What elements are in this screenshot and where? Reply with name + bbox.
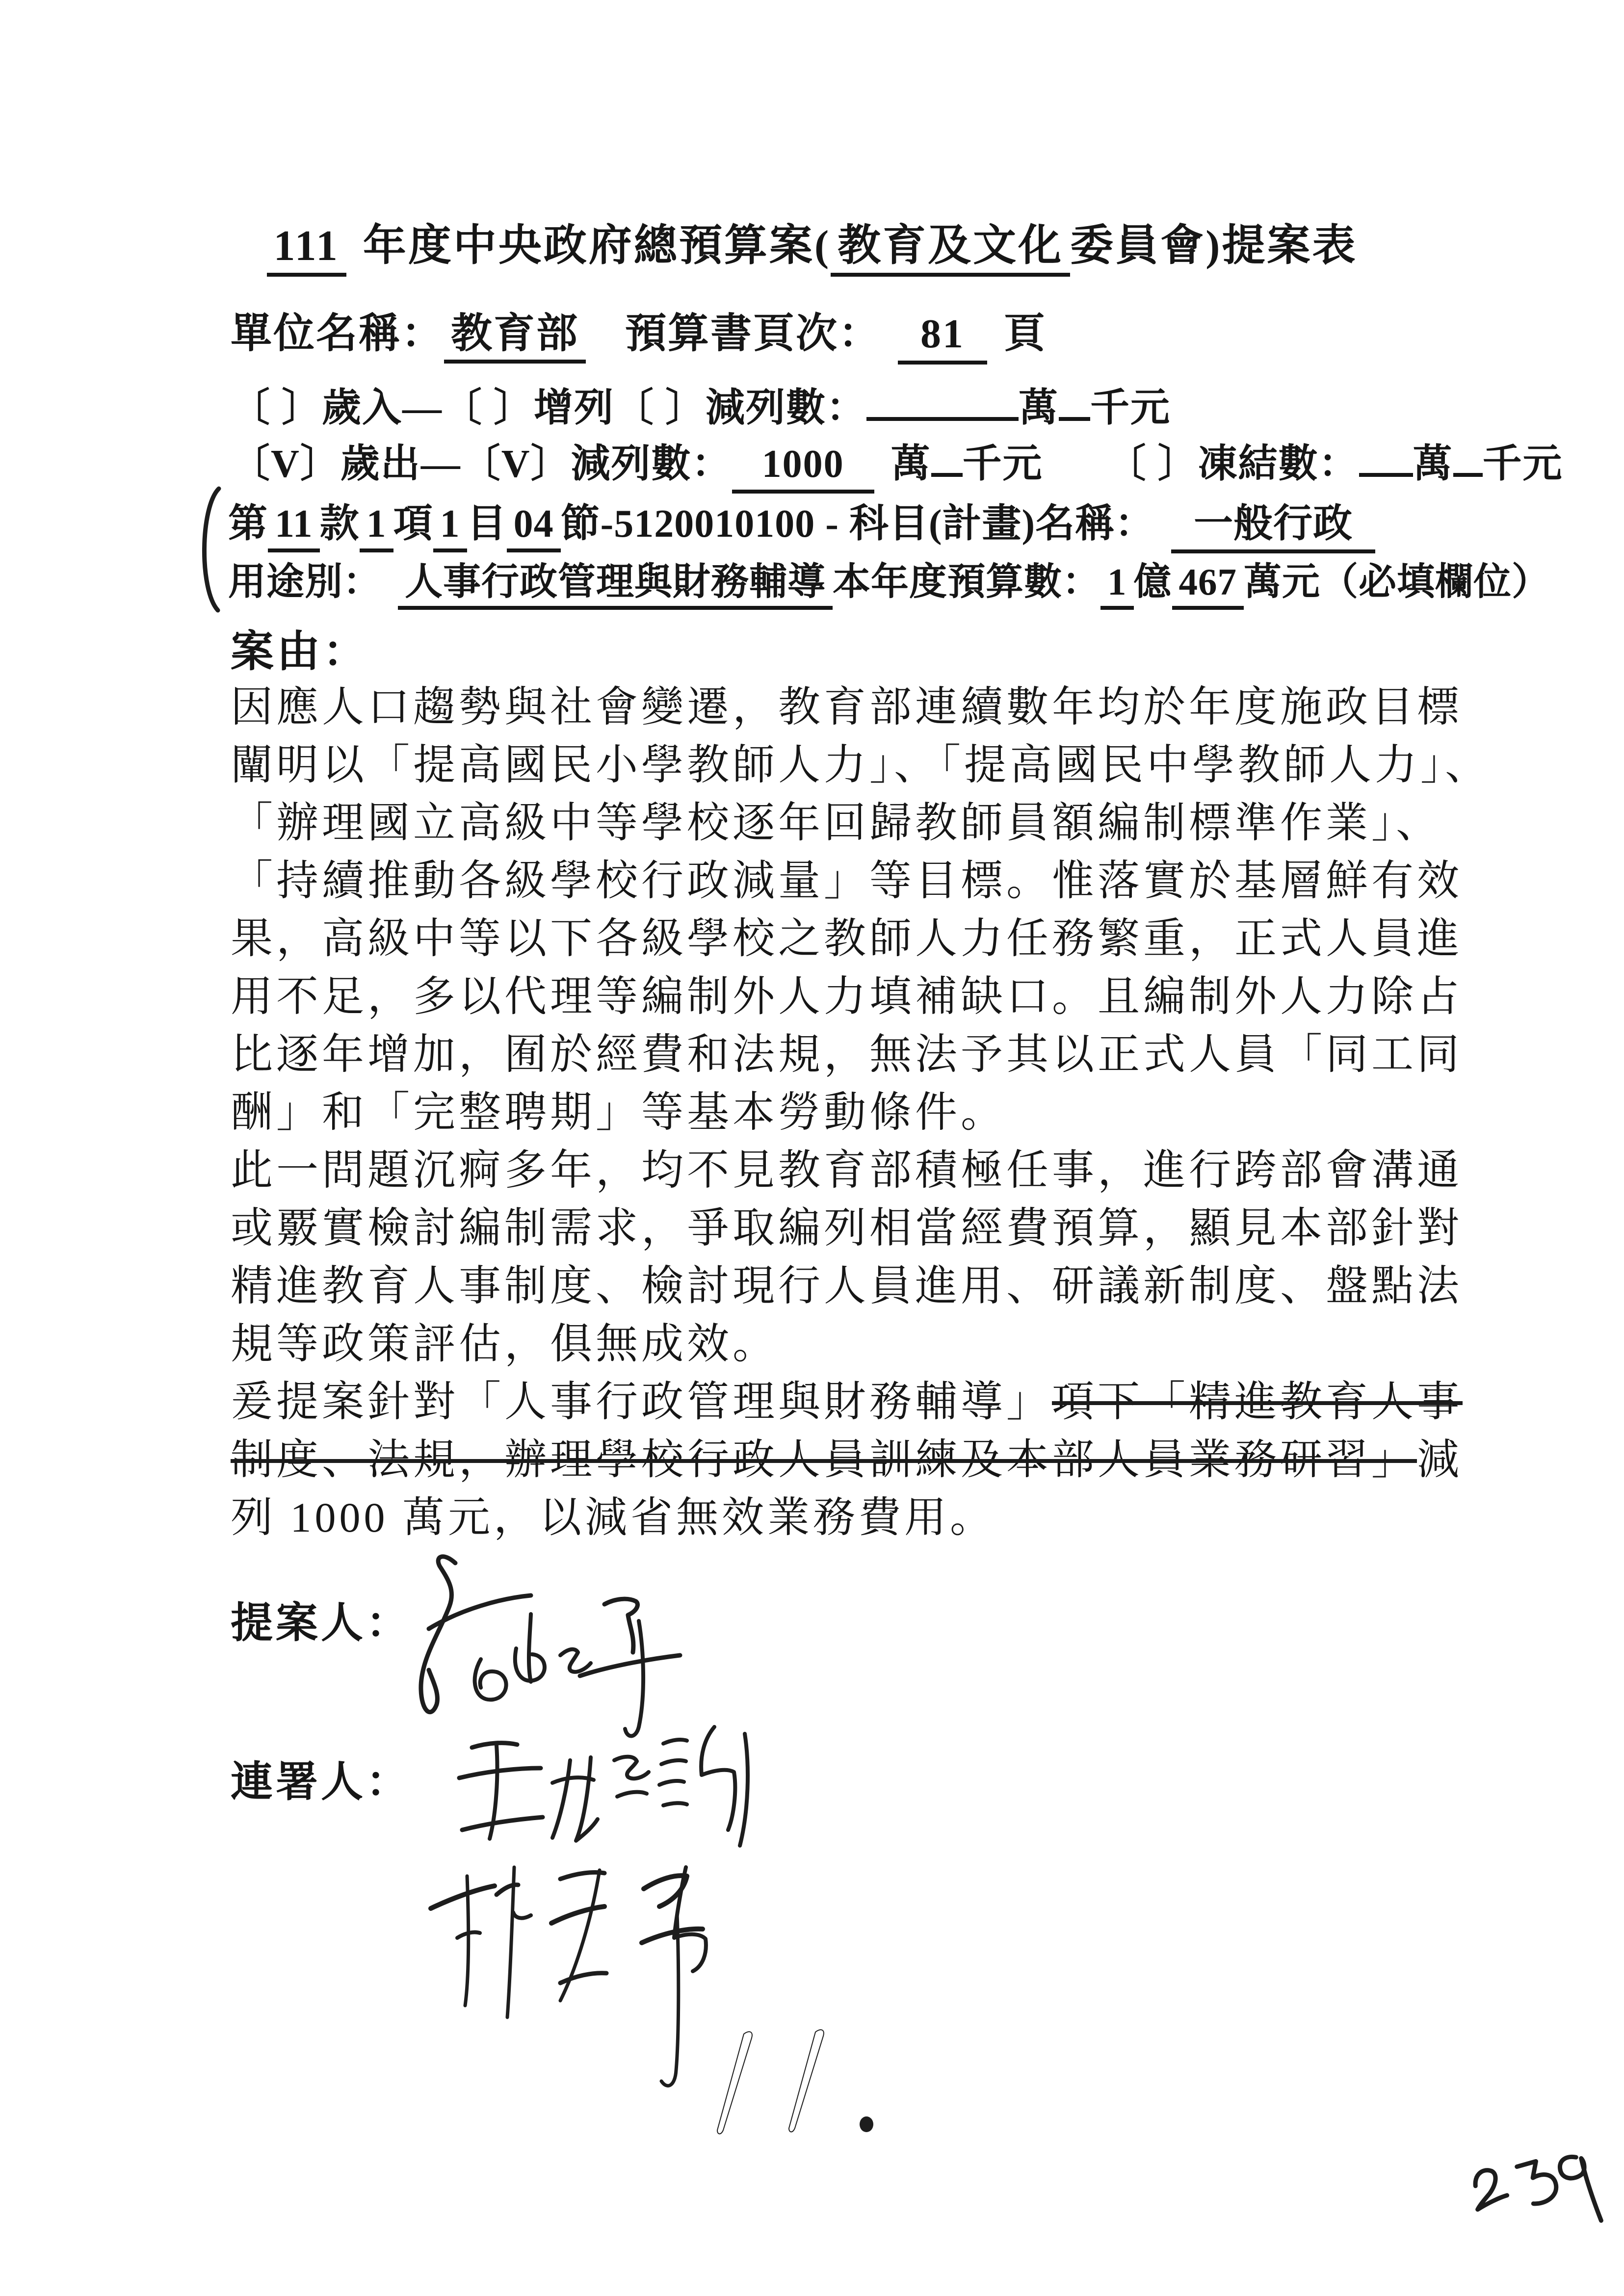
wan-unit2: 萬 — [1413, 443, 1453, 486]
case-line — [231, 967, 1555, 1025]
expense-label: 歲出— — [340, 443, 461, 486]
cut-amount-value: 1000 — [732, 442, 874, 494]
wan-unit: 萬 — [891, 443, 931, 486]
case-line — [231, 1025, 1555, 1083]
cut-amount-label: 減列數： — [571, 443, 732, 486]
budget-num2: 467 — [1172, 561, 1244, 610]
budget-item-row — [228, 492, 1375, 548]
budget-num1: 1 — [1100, 561, 1134, 610]
budget-label: 本年度預算數： — [833, 561, 1100, 603]
decrease-checkbox: 〔 〕 — [614, 387, 706, 430]
qianyuan-unit: 千元 — [962, 443, 1043, 486]
case-body — [231, 678, 1555, 1546]
title-committee: 教育及文化 — [831, 222, 1070, 277]
item-seg2: 款 — [319, 502, 360, 546]
decrease-amount-label: 減列數： — [706, 387, 866, 430]
case-line — [231, 1257, 1555, 1315]
case-line-text: 「辦理國立高級中等學校逐年回歸教師員額編制標準作業」、 — [231, 799, 1441, 846]
wan-unit: 萬 — [1019, 387, 1059, 430]
freeze-checkbox: 〔 〕 — [1106, 443, 1198, 486]
case-line-struck: 制度、法規，辦理學校行政人員訓練及本部人員業務研習」 — [231, 1436, 1417, 1483]
case-line-text: 比逐年增加，囿於經費和法規，無法予其以正式人員「同工同 — [231, 1031, 1463, 1078]
cosigner-signature-1 — [442, 1712, 756, 1874]
case-line-struck: 項下「精進教育人事 — [1052, 1378, 1463, 1425]
freeze-amount-label: 凍結數： — [1198, 443, 1359, 486]
usage-label: 用途別： — [228, 561, 381, 603]
pages-value: 81 — [898, 311, 987, 365]
unit-value: 教育部 — [444, 311, 586, 364]
case-line-text: 減 — [1417, 1436, 1463, 1483]
proposer-label: 提案人： — [231, 1599, 411, 1646]
title-year: 111 — [267, 222, 346, 277]
blank-field — [1359, 436, 1413, 477]
xiang-number: 1 — [360, 502, 393, 552]
mu-number: 1 — [433, 502, 467, 552]
title-part2: 委員會)提案表 — [1070, 222, 1358, 270]
subject-name: 一般行政 — [1171, 502, 1375, 553]
blank-amount-field — [866, 380, 1019, 421]
expense-checkbox-row — [231, 432, 1563, 494]
expense-checkbox-checked: 〔V〕 — [231, 443, 341, 486]
case-line — [231, 1373, 1555, 1431]
usage-row — [228, 551, 1550, 606]
qianyuan-unit2: 千元 — [1482, 443, 1563, 486]
case-line-text: 「持續推動各級學校行政減量」等目標。惟落實於基層鮮有效 — [231, 857, 1463, 904]
case-line — [231, 910, 1555, 967]
page-title — [0, 211, 1624, 273]
kuan-number: 11 — [268, 502, 320, 552]
case-line — [231, 678, 1555, 736]
case-line — [231, 852, 1555, 910]
increase-checkbox: 〔 〕 — [443, 387, 534, 430]
unit-label: 單位名稱： — [231, 311, 445, 357]
case-line-text: 因應人口趨勢與社會變遷，教育部連續數年均於年度施政目標 — [231, 683, 1463, 731]
jie-number: 04 — [507, 502, 561, 552]
case-line-text: 規等政策評估，俱無成效。 — [231, 1320, 778, 1367]
case-line-text: 爰提案針對「人事行政管理與財務輔導」 — [231, 1378, 1052, 1425]
case-line — [231, 1315, 1555, 1373]
qianyuan-unit: 千元 — [1090, 387, 1171, 430]
blank-field — [1453, 436, 1483, 477]
case-line-text: 用不足，多以代理等編制外人力填補缺口。且編制外人力除占 — [231, 973, 1463, 1020]
item-seg4: 目 — [467, 502, 507, 546]
item-seg5: 節-5120010100 - 科目(計畫)名稱： — [560, 502, 1155, 546]
case-line-text: 此一問題沉痾多年，均不見教育部積極任事，進行跨部會溝通 — [231, 1147, 1463, 1194]
case-line-text: 酬」和「完整聘期」等基本勞動條件。 — [231, 1089, 1006, 1136]
budget-suffix: 萬元（必填欄位） — [1244, 561, 1550, 603]
income-label: 歲入— — [322, 387, 443, 430]
unit-row — [231, 300, 1047, 360]
case-line — [231, 1141, 1555, 1199]
title-part1: 年度中央政府總預算案( — [363, 222, 831, 270]
case-line-text: 果，高級中等以下各級學校之教師人力任務繁重，正式人員進 — [231, 915, 1463, 962]
cosigner-signature-2 — [422, 1859, 716, 2105]
case-line-text: 闡明以「提高國民小學教師人力」、「提高國民中學教師人力」、 — [231, 741, 1491, 788]
income-checkbox-row — [231, 376, 1171, 432]
case-line-text: 列 1000 萬元，以減省無效業務費用。 — [231, 1494, 995, 1541]
case-line — [231, 1083, 1555, 1141]
pages-unit: 頁 — [1004, 311, 1047, 357]
case-heading: 案由： — [231, 628, 369, 676]
left-bracket-mark — [192, 486, 227, 613]
case-line — [231, 1199, 1555, 1257]
yi-unit: 億 — [1133, 561, 1172, 603]
income-checkbox: 〔 〕 — [231, 387, 322, 430]
increase-label: 增列 — [534, 387, 614, 430]
item-seg1: 第 — [228, 502, 268, 546]
handwritten-tally-mark — [687, 2026, 903, 2149]
handwritten-page-number — [1462, 2144, 1604, 2247]
pages-label: 預算書頁次： — [625, 311, 882, 357]
blank-field — [931, 436, 963, 477]
case-line-text: 或覈實檢討編制需求，爭取編列相當經費預算，顯見本部針對 — [231, 1204, 1463, 1252]
cosigner-label: 連署人： — [231, 1758, 411, 1805]
case-line-text: 精進教育人事制度、檢討現行人員進用、研議新制度、盤點法 — [231, 1262, 1463, 1309]
cut-checkbox-checked: 〔V〕 — [461, 443, 571, 486]
case-line — [231, 794, 1555, 852]
case-line — [231, 736, 1555, 794]
case-line — [231, 1431, 1555, 1488]
usage-value: 人事行政管理與財務輔導 — [398, 561, 833, 610]
item-seg3: 項 — [393, 502, 433, 546]
blank-field — [1059, 380, 1090, 421]
